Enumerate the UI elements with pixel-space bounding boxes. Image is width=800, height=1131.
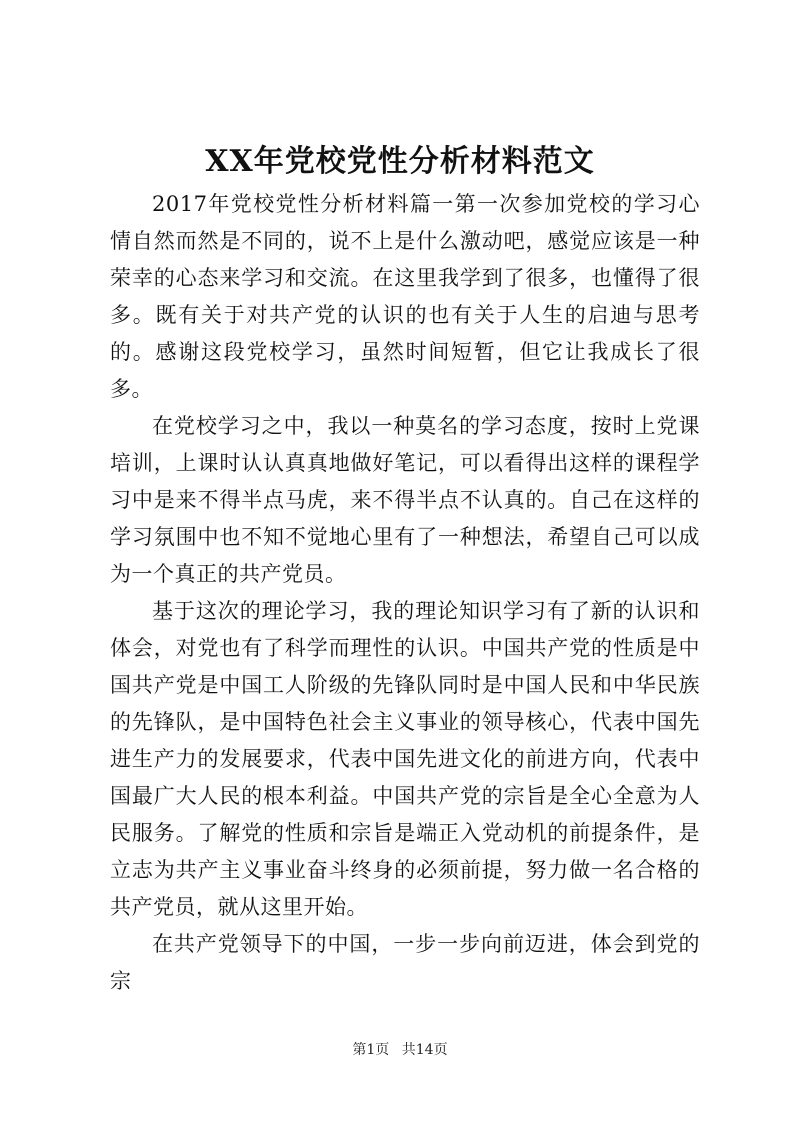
page-total: 共14页 bbox=[401, 1042, 448, 1058]
document-title: XX年党校党性分析材料范文 bbox=[205, 144, 595, 179]
paragraph-2: 在党校学习之中，我以一种莫名的学习态度，按时上党课培训，上课时认认真真地做好笔记，可以看得出这样的课程学习中是来不得半点马虎，来不得半点不认真的。自己在这样的学习氛围中也不知不觉地心里有了一种想法，希望自己可以成为一个真正的共产党员。 bbox=[110, 414, 700, 586]
page-number: 第1页 bbox=[352, 1042, 390, 1058]
document-body bbox=[110, 186, 700, 1000]
paragraph-3: 基于这次的理论学习，我的理论知识学习有了新的认识和体会，对党也有了科学而理性的认识。中国共产党的性质是中国共产党是中国工人阶级的先锋队同时是中国人民和中华民族的先锋队，是中国特色社会主义事业的领导核心，代表中国先进生产力的发展要求，代表中国先进文化的前进方向，代表中国最广大人民的根本利益。中国共产党的宗旨是全心全意为人民服务。了解党的性质和宗旨是端正入党动机的前提条件，是立志为共产主义事业奋斗终身的必须前提，努力做一名合格的共产党员，就从这里开始。 bbox=[110, 599, 700, 919]
page-footer bbox=[0, 1040, 800, 1060]
paragraph-4: 在共产党领导下的中国，一步一步向前迈进，体会到党的宗 bbox=[110, 932, 700, 993]
paragraph-1: 2017年党校党性分析材料篇一第一次参加党校的学习心情自然而然是不同的，说不上是什么激动吧，感觉应该是一种荣幸的心态来学习和交流。在这里我学到了很多，也懂得了很多。既有关于对共产党的认识的也有关于人生的启迪与思考的。感谢这段党校学习，虽然时间短暂，但它让我成长了很多。 bbox=[110, 192, 700, 401]
